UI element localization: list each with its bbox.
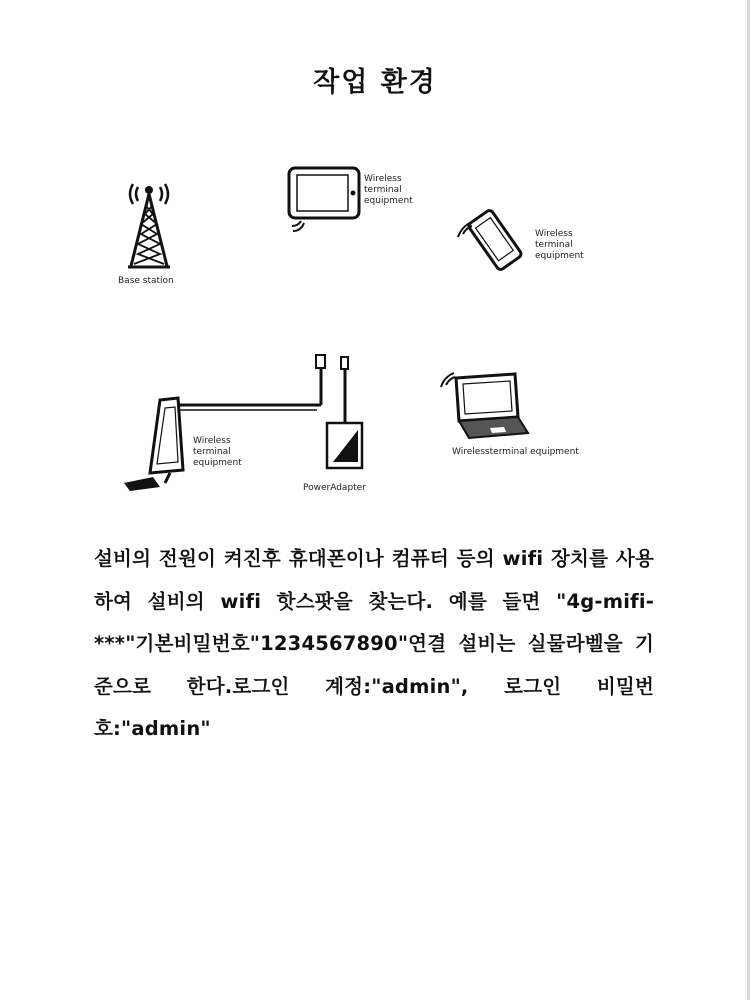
laptop-icon <box>441 373 528 438</box>
power-adapter-label: PowerAdapter <box>303 483 366 493</box>
tablet-label: Wireless terminal equipment <box>364 174 413 206</box>
instruction-paragraph: 설비의 전원이 켜진후 휴대폰이나 컴퓨터 등의 wifi 장치를 사용하여 설비의 wifi 핫스팟을 찾는다. 예를 들면 "4g-mifi-***"기본비밀번호"1234567890"연결 설비는 실물라벨을 기준으로 한다.로그인 계정:"admin", 로그인 비밀번호:"admin" <box>94 547 654 740</box>
network-cable <box>175 355 325 410</box>
base-station-icon <box>128 184 170 267</box>
phone-label: Wireless terminal equipment <box>535 229 584 261</box>
page-title: 작업 환경 <box>313 67 437 98</box>
desktop-label: Wireless terminal equipment <box>193 436 242 468</box>
base-station-label: Base station <box>118 276 174 286</box>
desktop-icon <box>124 398 183 491</box>
tablet-icon <box>289 168 359 231</box>
phone-icon <box>458 209 523 271</box>
laptop-label: Wirelessterminal equipment <box>452 447 579 457</box>
power-adapter-icon <box>327 357 362 468</box>
